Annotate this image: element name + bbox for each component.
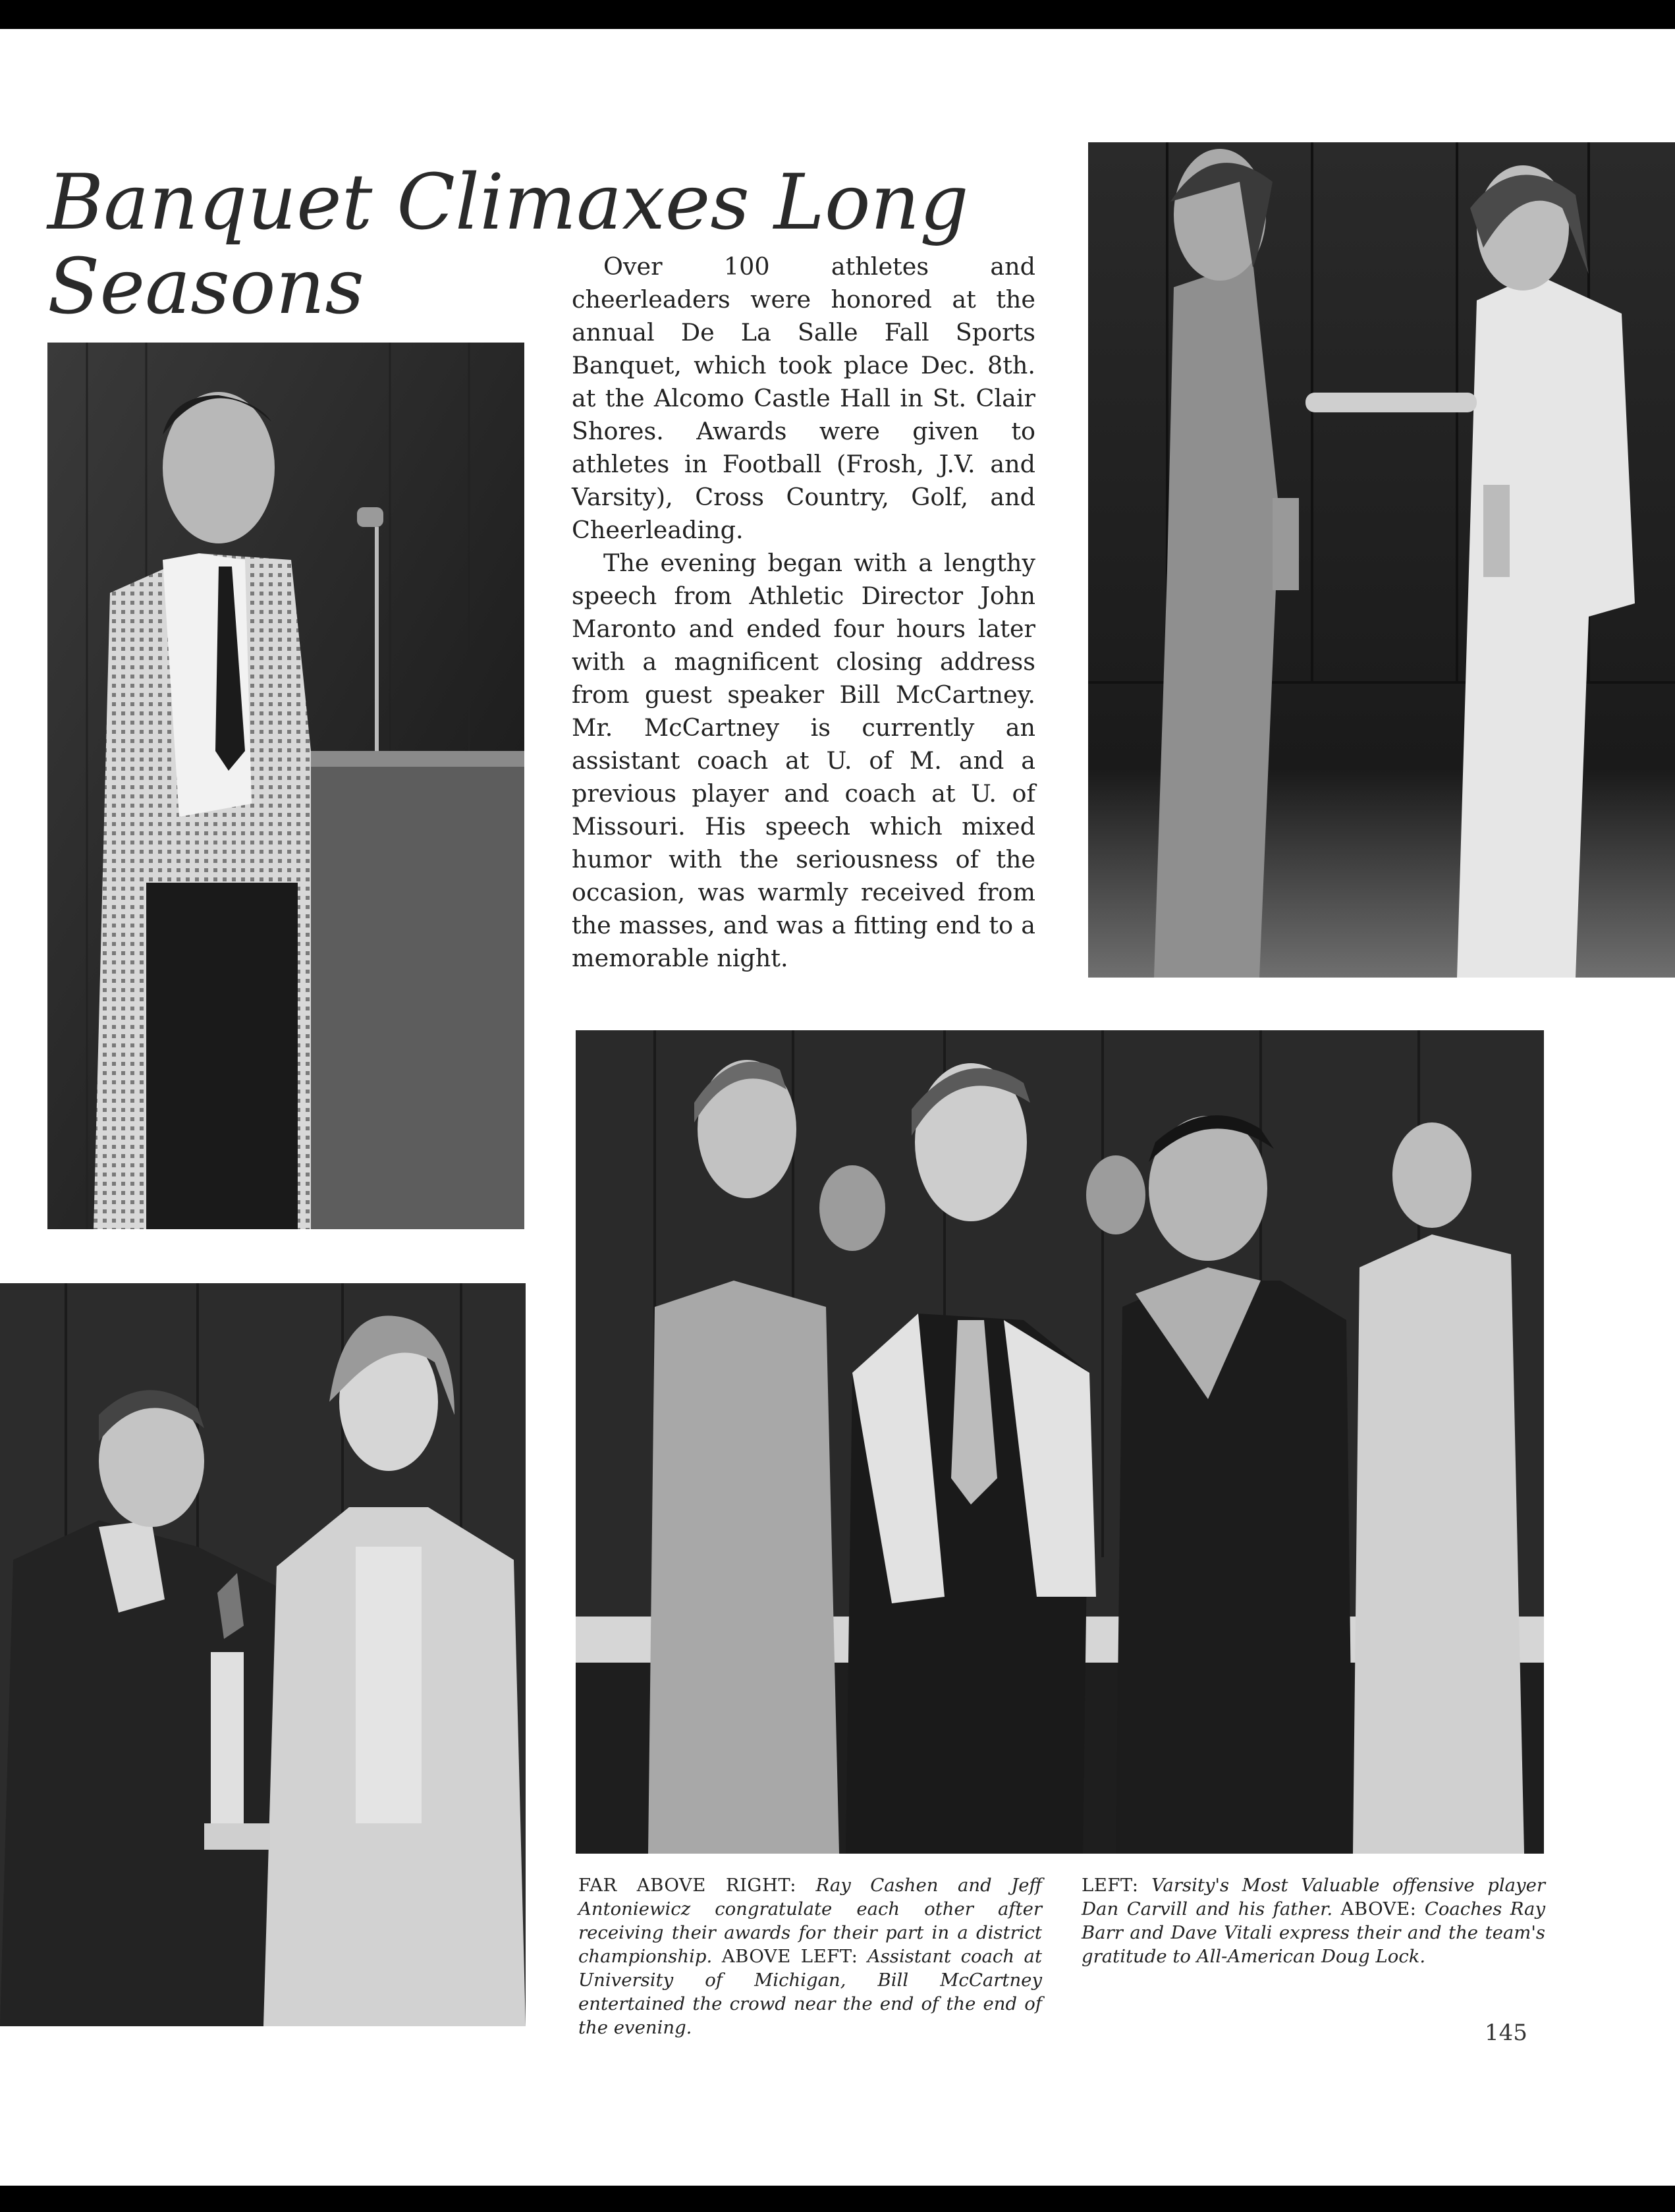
title-line-2: Seasons	[47, 242, 364, 331]
article-paragraph-2: The evening began with a lengthy speech from Athletic Director John Maronto and ended four hours later with a magnificent closing address from guest speaker Bill McCartney. Mr. McCartney is currently an assistant coach at U. of M. and a previous player and coach at U. of Missouri. His speech which mixed humor with the seriousness of the occasion, was warmly received from the masses, and was a fitting end to a memorable night.	[572, 549, 1035, 972]
caption-text-above: Coaches Ray Barr and Dave Vitali express their and the team's gratitude to All-American Doug Lock.	[1082, 1898, 1545, 1967]
caption-label-above: ABOVE:	[1340, 1898, 1417, 1920]
caption-label-far-above-right: FAR ABOVE RIGHT:	[578, 1875, 796, 1896]
caption-text-far-above-right: Ray Cashen and Jeff Antoniewicz congratulate each other after receiving their awards for their part in a district championship.	[578, 1875, 1042, 1967]
caption-column-right	[1082, 1873, 1545, 1968]
caption-label-left: LEFT:	[1082, 1875, 1139, 1896]
title-line-1: Banquet Climaxes Long	[47, 158, 969, 247]
article-body	[572, 250, 1035, 975]
photo-speaker-at-podium	[47, 343, 524, 1229]
caption-column-left	[578, 1873, 1042, 2039]
caption-text-left: Varsity's Most Valuable offensive player Dan Carvill and his father.	[1082, 1875, 1545, 1920]
article-paragraph-1: Over 100 athletes and cheerleaders were honored at the annual De La Salle Fall Sports Banquet, which took place Dec. 8th. at the Alcomo Castle Hall in St. Clair Shores. Awards were given to athletes in Football (Frosh, J.V. and Varsity), Cross Country, Golf, and Cheerleading.	[572, 252, 1035, 544]
photo-player-and-father	[0, 1283, 526, 2026]
caption-text-above-left: Assistant coach at University of Michigan, Bill McCartney entertained the crowd near the end of the end of the evening.	[578, 1946, 1042, 2038]
photo-handshake	[1088, 142, 1675, 978]
yearbook-page	[0, 29, 1675, 2186]
caption-label-above-left: ABOVE LEFT:	[721, 1946, 858, 1967]
photo-coaches-and-player	[576, 1030, 1544, 1854]
page-number: 145	[1485, 2020, 1527, 2046]
